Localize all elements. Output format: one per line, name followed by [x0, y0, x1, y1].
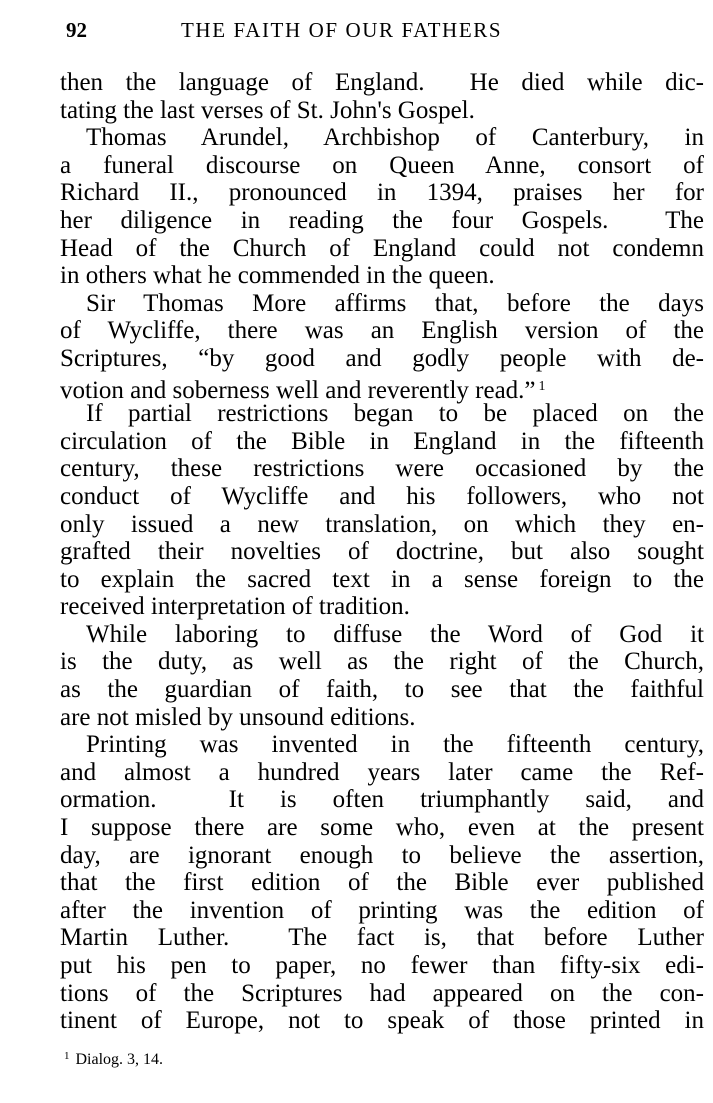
- footnote-text: Dialog. 3, 14.: [75, 1051, 164, 1068]
- text-line: tinent of Europe, not to speak of those printed in: [60, 1007, 704, 1035]
- text-line: Martin Luther. The fact is, that before Luther: [60, 924, 704, 952]
- text-line: tions of the Scriptures had appeared on the con-: [60, 979, 704, 1007]
- text-line: Thomas Arundel, Archbishop of Canterbury, in: [86, 124, 704, 152]
- text-line: While laboring to diffuse the Word of God it: [86, 620, 704, 648]
- text-line: and almost a hundred years later came the Ref-: [60, 758, 704, 786]
- text-line: received interpretation of tradition.: [60, 593, 410, 621]
- text-line: after the invention of printing was the edition of: [60, 896, 704, 924]
- text-line: ormation. It is often triumphantly said, and: [60, 786, 704, 814]
- text-line: is the duty, as well as the right of the Church,: [60, 648, 704, 676]
- text-line: her diligence in reading the four Gospels. The: [60, 206, 704, 234]
- text-line: Scriptures, “by good and godly people with de-: [60, 344, 704, 372]
- text-line: grafted their novelties of doctrine, but also sought: [60, 538, 704, 566]
- text-line: then the language of England. He died while dic-: [60, 69, 704, 96]
- text-line: circulation of the Bible in England in the fifteenth: [60, 427, 704, 455]
- text-line: that the first edition of the Bible ever published: [60, 869, 704, 897]
- text-line: a funeral discourse on Queen Anne, consort of: [60, 151, 704, 179]
- quote-line-text: votion and soberness well and reverently read.”: [60, 376, 536, 404]
- text-line: [60, 373, 704, 404]
- text-line: Richard II., pronounced in 1394, praises her for: [60, 179, 704, 207]
- footnote: [64, 1046, 163, 1070]
- text-line: of Wycliffe, there was an English version of the: [60, 317, 704, 345]
- text-line: Head of the Church of England could not condemn: [60, 234, 704, 262]
- text-line: I suppose there are some who, even at the present: [60, 814, 704, 842]
- text-line: If partial restrictions began to be placed on the: [86, 400, 704, 428]
- text-line: only issued a new translation, on which they en-: [60, 510, 704, 538]
- text-line: conduct of Wycliffe and his followers, who not: [60, 482, 704, 510]
- body-text: [60, 69, 704, 1035]
- text-line: Printing was invented in the fifteenth century,: [86, 731, 704, 759]
- text-line: Sir Thomas More affirms that, before the days: [86, 289, 704, 317]
- text-line: century, these restrictions were occasioned by the: [60, 455, 704, 483]
- text-line: as the guardian of faith, to see that the faithful: [60, 676, 704, 704]
- text-line: put his pen to paper, no fewer than fifty-six edi-: [60, 952, 704, 979]
- page-number: 92: [66, 18, 87, 42]
- text-line: in others what he commended in the queen.: [60, 262, 495, 290]
- text-line: to explain the sacred text in a sense foreign to the: [60, 565, 704, 593]
- running-title: THE FAITH OF OUR FATHERS: [181, 18, 503, 42]
- footnote-reference[interactable]: 1: [538, 378, 546, 394]
- footnote-mark: 1: [64, 1050, 70, 1062]
- text-line: are not misled by unsound editions.: [60, 703, 416, 731]
- text-line: day, are ignorant enough to believe the assertion,: [60, 841, 704, 869]
- text-line: tating the last verses of St. John's Gospel.: [60, 96, 475, 124]
